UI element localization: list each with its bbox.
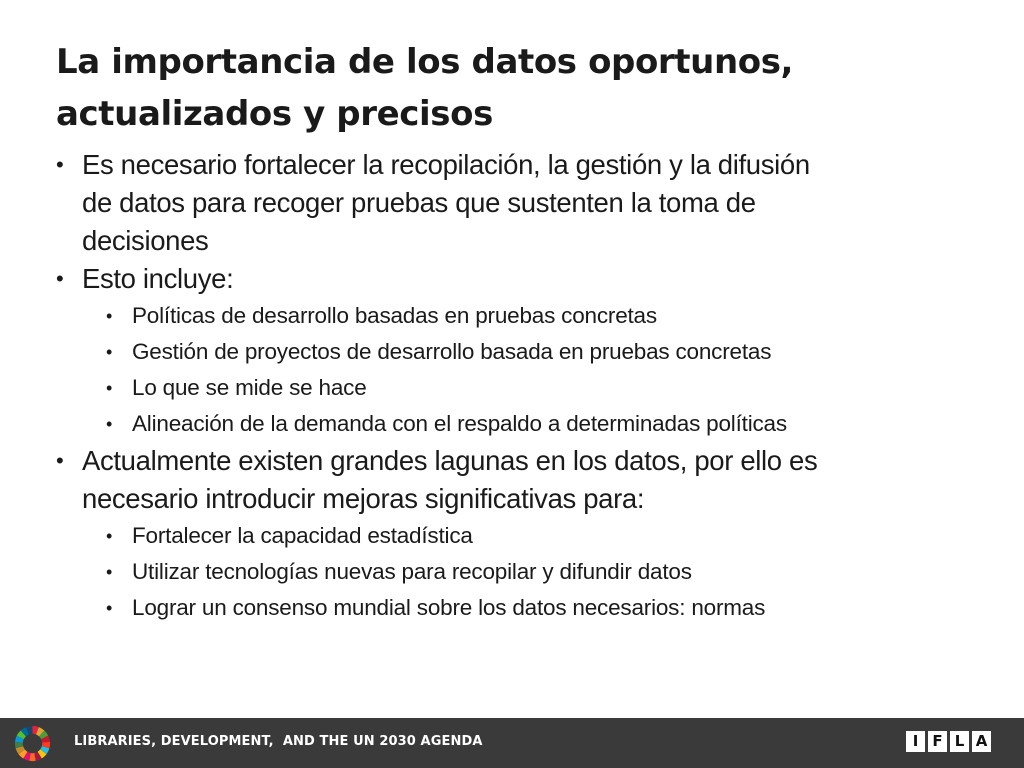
sub-bullet-item (56, 554, 1004, 590)
sub-bullet-text: Fortalecer la capacidad estadística (132, 523, 473, 548)
sub-bullet-item (56, 298, 1004, 334)
ifla-logo (906, 731, 991, 752)
title-line: La importancia de los datos oportunos, (56, 42, 794, 82)
sub-bullet-text: Alineación de la demanda con el respaldo a determinadas políticas (132, 411, 787, 436)
bullet-text-line: Es necesario fortalecer la recopilación, la gestión y la difusión (82, 149, 810, 180)
bullet-icon: • (56, 152, 64, 177)
sub-bullet-icon: • (106, 342, 113, 362)
bullet-text-line: necesario introducir mejoras significativas para: (82, 483, 645, 514)
bullet-icon: • (56, 266, 64, 291)
sub-bullet-icon: • (106, 414, 113, 434)
ifla-logo-letter: A (972, 731, 991, 752)
sub-bullet-item (56, 590, 1004, 626)
sub-bullet-icon: • (106, 598, 113, 618)
bullet-text-line: Actualmente existen grandes lagunas en los datos, por ello es (82, 445, 818, 476)
bullet-item (56, 146, 1004, 260)
ifla-logo-letter: F (928, 731, 947, 752)
sub-bullet-text: Lo que se mide se hace (132, 375, 367, 400)
bullet-list (56, 146, 1004, 626)
sub-bullet-item (56, 406, 1004, 442)
footer-text: LIBRARIES, DEVELOPMENT, AND THE UN 2030 AGENDA (74, 734, 483, 749)
sdg-wheel-icon (14, 725, 51, 762)
ifla-logo-letter: I (906, 731, 925, 752)
sub-bullet-item (56, 370, 1004, 406)
bullet-text-line: Esto incluye: (82, 263, 234, 294)
footer-bar (0, 718, 1024, 768)
sub-bullet-icon: • (106, 526, 113, 546)
sub-bullet-text: Gestión de proyectos de desarrollo basada en pruebas concretas (132, 339, 772, 364)
sub-bullet-icon: • (106, 562, 113, 582)
bullet-text-line: decisiones (82, 225, 209, 256)
sub-bullet-text: Lograr un consenso mundial sobre los datos necesarios: normas (132, 595, 766, 620)
sub-bullet-icon: • (106, 306, 113, 326)
sub-bullet-item (56, 334, 1004, 370)
bullet-item (56, 442, 1004, 518)
sub-bullet-item (56, 518, 1004, 554)
ifla-logo-letter: L (950, 731, 969, 752)
bullet-text-line: de datos para recoger pruebas que sustenten la toma de (82, 187, 756, 218)
bullet-item (56, 260, 1004, 298)
sub-bullet-text: Utilizar tecnologías nuevas para recopilar y difundir datos (132, 559, 692, 584)
title-line: actualizados y precisos (56, 94, 493, 134)
bullet-icon: • (56, 448, 64, 473)
sub-bullet-text: Políticas de desarrollo basadas en pruebas concretas (132, 303, 657, 328)
slide-title (56, 36, 996, 140)
sub-bullet-icon: • (106, 378, 113, 398)
